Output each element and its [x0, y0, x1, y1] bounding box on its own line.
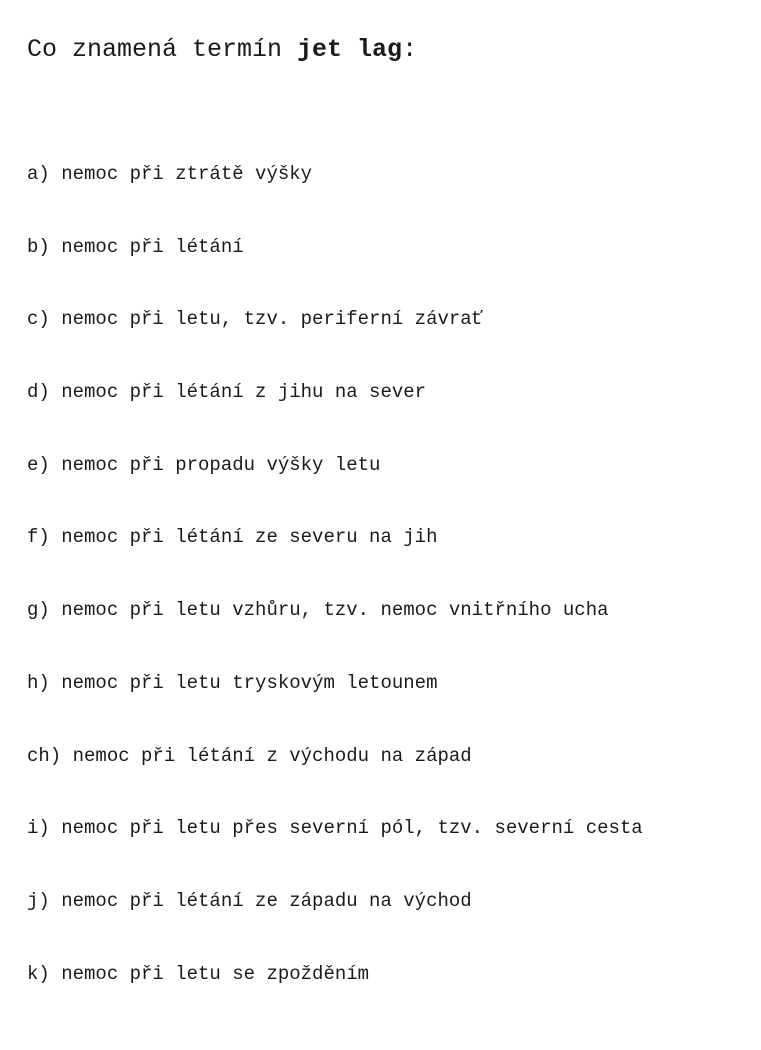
answer-option-j: j) nemoc při létání ze západu na východ — [27, 889, 472, 912]
question-suffix: : — [402, 35, 418, 64]
answer-option-i: i) nemoc při letu přes severní pól, tzv. severní cesta — [27, 817, 643, 840]
answer-option-d: d) nemoc při létání z jihu na sever — [27, 381, 427, 404]
answer-option-e: e) nemoc při propadu výšky letu — [27, 453, 381, 476]
answer-option-g: g) nemoc při letu vzhůru, tzv. nemoc vnitřního ucha — [27, 599, 609, 622]
answer-option-f: f) nemoc při létání ze severu na jih — [27, 526, 438, 549]
answer-option-b: b) nemoc při létání — [27, 235, 244, 258]
answer-option-h: h) nemoc při letu tryskovým letounem — [27, 671, 438, 694]
answer-options-list — [27, 155, 643, 1027]
question-prefix: Co znamená termín — [27, 35, 298, 64]
question-title — [27, 30, 417, 70]
answer-option-a: a) nemoc při ztrátě výšky — [27, 163, 313, 185]
answer-option-ch: ch) nemoc při létání z východu na západ — [27, 744, 472, 767]
question-term: jet lag — [297, 35, 403, 64]
answer-option-k: k) nemoc při letu se zpožděním — [27, 962, 370, 985]
answer-option-c: c) nemoc při letu, tzv. periferní závrať — [27, 308, 484, 331]
